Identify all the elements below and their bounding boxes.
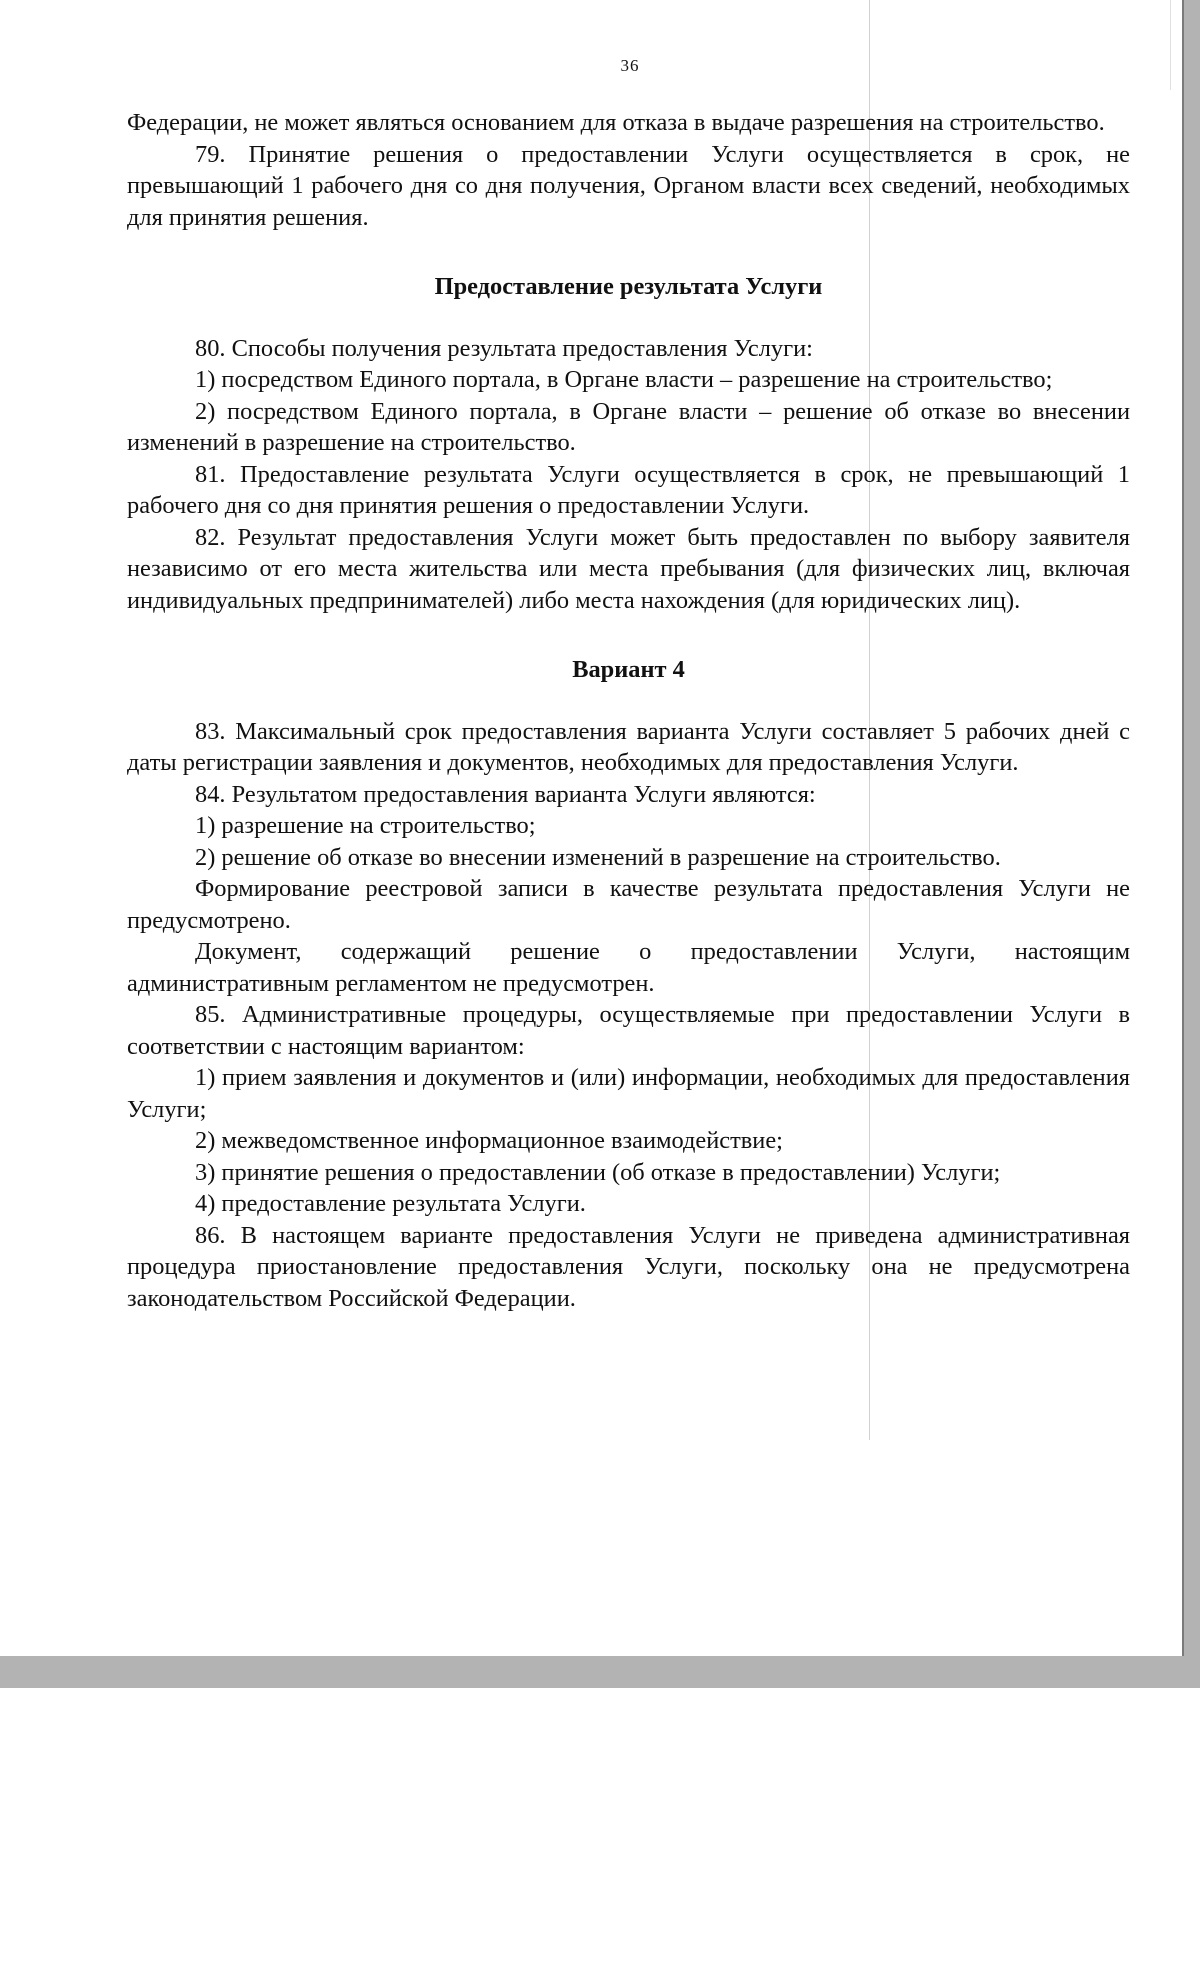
section-heading-variant: Вариант 4	[572, 656, 685, 683]
document-body	[127, 107, 1130, 1314]
paragraph-80-item-2: 2) посредством Единого портала, в Органе власти – решение об отказе во внесении изменений в разрешение на строительство.	[127, 397, 1130, 456]
paragraph-85: 85. Административные процедуры, осуществляемые при предоставлении Услуги в соответствии с настоящим вариантом:	[127, 1001, 1130, 1060]
paragraph-continuation: Федерации, не может являться основанием для отказа в выдаче разрешения на строительство.	[127, 109, 1105, 136]
paragraph-85-item-4: 4) предоставление результата Услуги.	[195, 1190, 586, 1217]
paragraph-registry-record: Формирование реестровой записи в качестве результата предоставления Услуги не предусмотрено.	[127, 875, 1130, 934]
paragraph-document: Документ, содержащий решение о предоставлении Услуги, настоящим административным регламентом не предусмотрен.	[127, 938, 1130, 997]
page-edge-shadow	[1182, 0, 1184, 1656]
scan-artifact-line-right	[1170, 0, 1171, 90]
paragraph-80: 80. Способы получения результата предоставления Услуги:	[195, 334, 813, 362]
page-number: 36	[620, 56, 640, 75]
paragraph-86: 86. В настоящем варианте предоставления Услуги не приведена административная процедура приостановление предоставления Услуги, поскольку она не предусмотрена законодательством Российской Федерации.	[127, 1221, 1130, 1312]
paragraph-85-item-3: 3) принятие решения о предоставлении (об отказе в предоставлении) Услуги;	[195, 1158, 1001, 1186]
paragraph-79: 79. Принятие решения о предоставлении Услуги осуществляется в срок, не превышающий 1 рабочего дня со дня получения, Органом власти всех сведений, необходимых для принятия решения.	[127, 140, 1130, 231]
paragraph-82: 82. Результат предоставления Услуги может быть предоставлен по выбору заявителя независимо от его места жительства или места пребывания (для физических лиц, включая индивидуальных предпринимателей) либо места нахождения (для юридических лиц).	[127, 523, 1130, 614]
paragraph-83: 83. Максимальный срок предоставления варианта Услуги составляет 5 рабочих дней с даты регистрации заявления и документов, необходимых для предоставления Услуги.	[127, 717, 1130, 776]
section-heading-result: Предоставление результата Услуги	[434, 273, 823, 300]
paragraph-84-item-1: 1) разрешение на строительство;	[195, 812, 536, 839]
paragraph-84: 84. Результатом предоставления варианта Услуги являются:	[195, 780, 816, 808]
paragraph-85-item-2: 2) межведомственное информационное взаимодействие;	[195, 1127, 783, 1154]
paragraph-81: 81. Предоставление результата Услуги осуществляется в срок, не превышающий 1 рабочего дня со дня принятия решения о предоставлении Услуги.	[127, 460, 1130, 519]
paragraph-80-item-1: 1) посредством Единого портала, в Органе власти – разрешение на строительство;	[195, 366, 1053, 393]
paragraph-85-item-1: 1) прием заявления и документов и (или) информации, необходимых для предоставления Услуги;	[127, 1064, 1130, 1123]
paragraph-84-item-2: 2) решение об отказе во внесении изменений в разрешение на строительство.	[195, 843, 1001, 871]
